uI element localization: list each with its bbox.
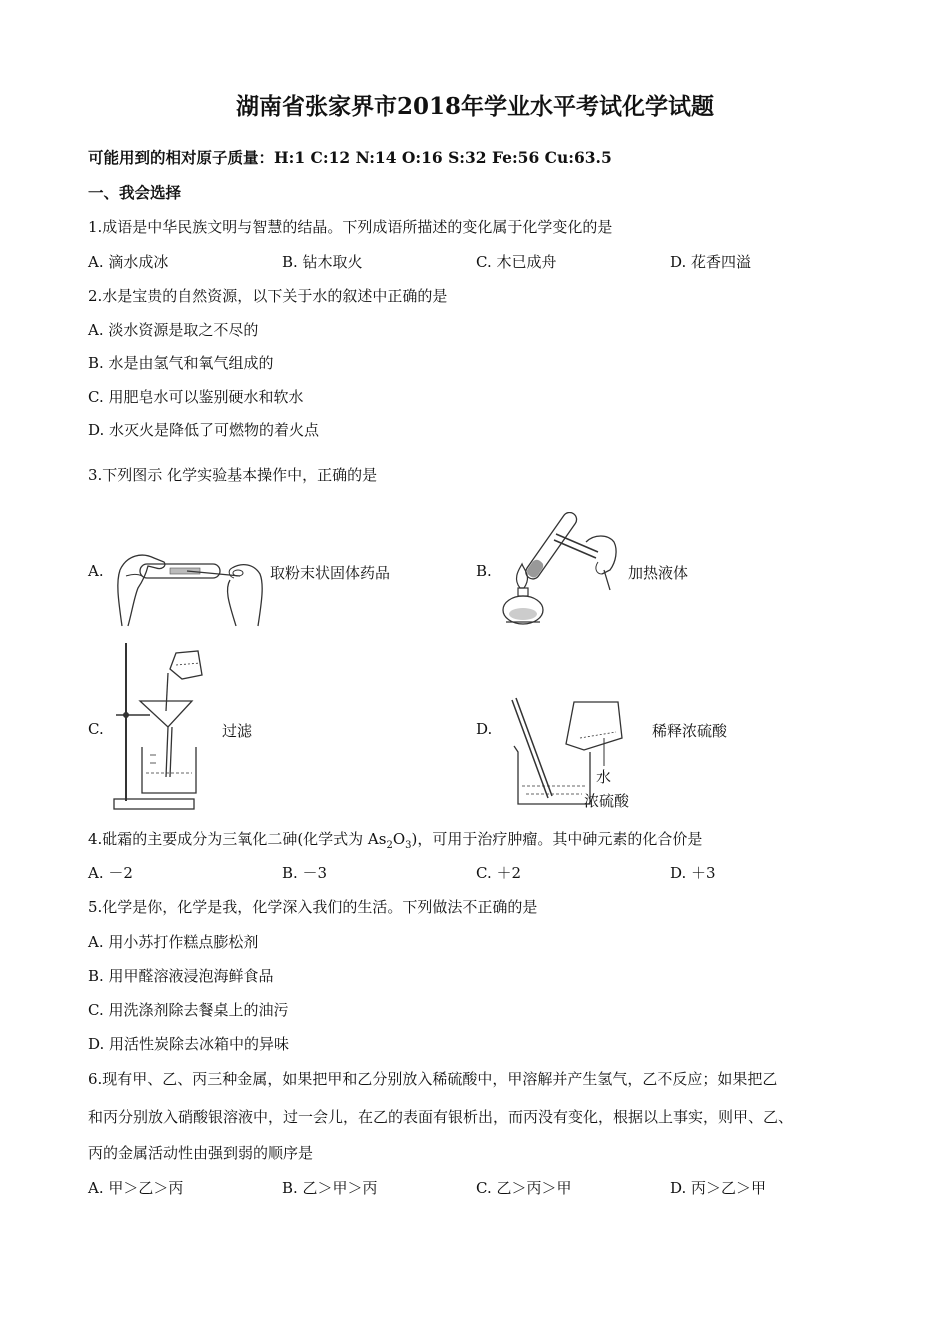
q3-option-a-label: 取粉末状固体药品 — [270, 564, 391, 582]
q4-option-a: A. －2 — [88, 864, 133, 882]
q6-option-c: C. 乙＞丙＞甲 — [476, 1179, 572, 1197]
q3-option-b-label: 加热液体 — [628, 564, 689, 582]
q1-option-c: C. 木已成舟 — [476, 253, 557, 271]
q5-option-c: C. 用洗涤剂除去餐桌上的油污 — [88, 1001, 289, 1019]
q2-option-c: C. 用肥皂水可以鉴别硬水和软水 — [88, 388, 304, 406]
atomic-mass-line: 可能用到的相对原子质量：H:1 C:12 N:14 O:16 S:32 Fe:56 Cu:63.5 — [88, 148, 612, 167]
q6-option-a: A. 甲＞乙＞丙 — [88, 1179, 184, 1197]
heating-liquid-figure — [498, 512, 623, 630]
filtration-figure — [110, 643, 220, 811]
q6-option-d: D. 丙＞乙＞甲 — [670, 1179, 767, 1197]
q1-option-a: A. 滴水成冰 — [88, 253, 169, 271]
page-title: 湖南省张家界市2018年学业水平考试化学试题 — [235, 93, 714, 120]
q3-acid-label: 浓硫酸 — [584, 792, 630, 810]
powder-sampling-figure — [112, 540, 267, 630]
q2-option-d: D. 水灭火是降低了可燃物的着火点 — [88, 421, 320, 439]
q5-option-b: B. 用甲醛溶液浸泡海鲜食品 — [88, 967, 274, 985]
q3-water-label: 水 — [596, 768, 612, 786]
q3-option-b-letter: B. — [476, 562, 492, 580]
q3-option-c-label: 过滤 — [222, 722, 253, 740]
q4-option-b: B. －3 — [282, 864, 328, 882]
q3-stem: 3.下列图示 化学实验基本操作中，正确的是 — [88, 466, 378, 484]
section-heading: 一、我会选择 — [88, 183, 182, 202]
q3-option-a-letter: A. — [88, 562, 104, 580]
q4-option-c: C. ＋2 — [476, 864, 522, 882]
q6-stem-line-2: 和丙分别放入硝酸银溶液中，过一会儿，在乙的表面有银析出，而丙没有变化，根据以上事实，则甲、乙、 — [88, 1108, 794, 1126]
q2-option-a: A. 淡水资源是取之不尽的 — [88, 321, 259, 339]
q5-option-a: A. 用小苏打作糕点膨松剂 — [88, 933, 259, 951]
q4-subscript-1: 2 — [386, 840, 393, 851]
q1-option-b: B. 钻木取火 — [282, 253, 363, 271]
q5-option-d: D. 用活性炭除去冰箱中的异味 — [88, 1035, 290, 1053]
q2-stem: 2.水是宝贵的自然资源，以下关于水的叙述中正确的是 — [88, 287, 448, 305]
q1-stem: 1.成语是中华民族文明与智慧的结晶。下列成语所描述的变化属于化学变化的是 — [88, 218, 613, 236]
q5-stem: 5.化学是你，化学是我，化学深入我们的生活。下列做法不正确的是 — [88, 898, 538, 916]
q4-stem — [88, 828, 702, 851]
q4-formula-o: O — [392, 830, 406, 848]
q3-option-d-letter: D. — [476, 720, 493, 738]
q4-stem-end: )，可用于治疗肿瘤。其中砷元素的化合价是 — [411, 830, 703, 848]
q4-stem-start: 4.砒霜的主要成分为三氧化二砷(化学式为 As — [88, 830, 387, 848]
q4-option-d: D. ＋3 — [670, 864, 716, 882]
q1-option-d: D. 花香四溢 — [670, 253, 752, 271]
q3-option-d-label: 稀释浓硫酸 — [652, 722, 728, 740]
q6-stem-line-1: 6.现有甲、乙、丙三种金属，如果把甲和乙分别放入稀硫酸中，甲溶解并产生氢气，乙不反应；如果把乙 — [88, 1070, 778, 1088]
q6-option-b: B. 乙＞甲＞丙 — [282, 1179, 378, 1197]
q3-option-c-letter: C. — [88, 720, 104, 738]
q2-option-b: B. 水是由氢气和氧气组成的 — [88, 354, 274, 372]
q6-stem-line-3: 丙的金属活动性由强到弱的顺序是 — [88, 1144, 314, 1162]
q4-subscript-2: 3 — [405, 840, 412, 851]
